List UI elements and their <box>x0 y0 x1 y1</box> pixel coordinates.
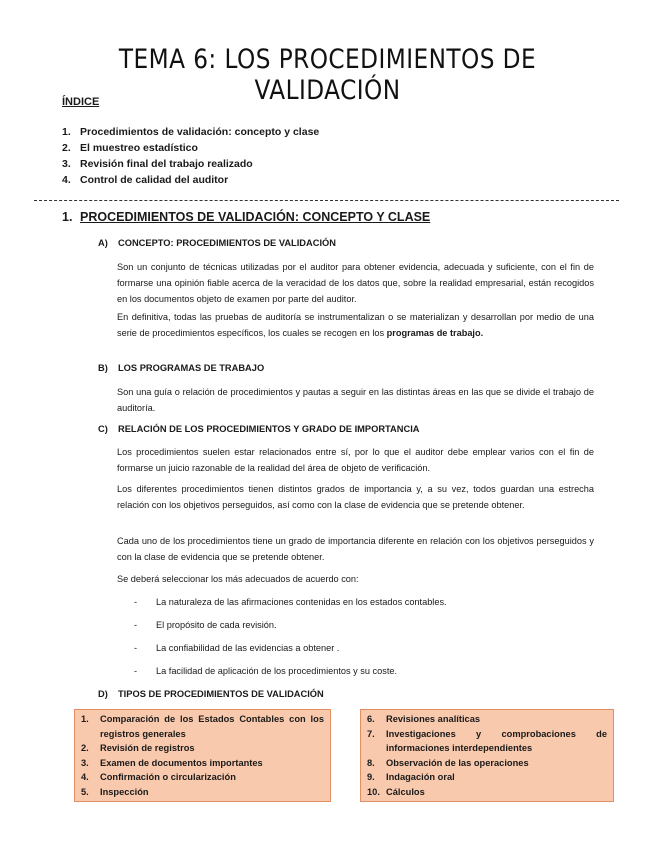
procedure-label: Inspección <box>100 786 149 797</box>
index-heading: ÍNDICE <box>62 96 100 108</box>
procedure-item <box>81 741 324 756</box>
procedure-number: 4. <box>81 772 89 782</box>
procedure-item <box>81 712 324 741</box>
index-item <box>62 124 319 140</box>
index-list <box>62 124 319 188</box>
index-item-number: 4. <box>62 174 71 186</box>
procedure-item <box>81 770 324 785</box>
procedure-item <box>81 756 324 771</box>
procedure-item <box>367 727 607 756</box>
procedure-item <box>367 712 607 727</box>
dashed-divider <box>34 200 619 201</box>
section-title: PROCEDIMIENTOS DE VALIDACIÓN: CONCEPTO Y CLASE <box>80 210 431 224</box>
procedure-label: Examen de documentos importantes <box>100 757 263 768</box>
bullet-dash: - <box>134 643 138 653</box>
subsection-title: CONCEPTO: PROCEDIMIENTOS DE VALIDACIÓN <box>118 238 336 248</box>
bullet-item <box>134 597 447 607</box>
procedure-label: Observación de las operaciones <box>386 757 529 768</box>
index-item-number: 3. <box>62 158 71 170</box>
procedure-label: Revisión de registros <box>100 743 195 753</box>
procedure-number: 8. <box>367 757 375 768</box>
procedure-item <box>367 770 607 785</box>
index-item-label: Revisión final del trabajo realizado <box>80 158 253 170</box>
index-item <box>62 140 319 156</box>
procedure-number: 1. <box>81 714 89 724</box>
procedures-box-left <box>74 709 331 802</box>
bullet-text: La facilidad de aplicación de los procedimientos y su coste. <box>156 666 398 676</box>
subsection-title: RELACIÓN DE LOS PROCEDIMIENTOS Y GRADO DE IMPORTANCIA <box>118 424 420 434</box>
section-heading <box>62 210 430 224</box>
subsection-letter: C) <box>98 424 108 434</box>
paragraph-text: En definitiva, todas las pruebas de auditoría se instrumentalizan o se materializan y desarrollan por medio de una serie de procedimientos específicos, los cuales se recogen en los <box>117 312 594 338</box>
procedure-label: Indagación oral <box>386 772 455 782</box>
bullet-dash: - <box>134 597 138 607</box>
bold-term: programas de trabajo. <box>386 328 484 338</box>
procedures-list <box>81 712 324 799</box>
index-item-label: El muestreo estadístico <box>80 142 198 154</box>
document-title: TEMA 6: LOS PROCEDIMIENTOS DE VALIDACIÓN <box>118 44 537 106</box>
procedure-label: Investigaciones y comprobaciones de informaciones interdependientes <box>386 728 607 753</box>
paragraph <box>117 309 594 341</box>
subsection-title: LOS PROGRAMAS DE TRABAJO <box>118 363 265 373</box>
procedure-label: Comparación de los Estados Contables con los registros generales <box>100 714 324 739</box>
procedure-number: 3. <box>81 757 89 768</box>
index-item-label: Control de calidad del auditor <box>80 174 229 186</box>
bullet-dash: - <box>134 620 138 630</box>
subsection-title: TIPOS DE PROCEDIMIENTOS DE VALIDACIÓN <box>118 689 324 699</box>
bullet-item <box>134 666 397 676</box>
subsection-letter: D) <box>98 689 108 699</box>
procedure-number: 10. <box>367 786 380 797</box>
paragraph: Son una guía o relación de procedimientos y pautas a seguir en las distintas áreas en las que se divide el trabajo de auditoría. <box>117 387 594 413</box>
procedure-item <box>367 756 607 771</box>
procedure-label: Confirmación o circularización <box>100 772 236 782</box>
paragraph: Son un conjunto de técnicas utilizadas por el auditor para obtener evidencia, adecuada y suficiente, con el fin de formarse una opinión fiable acerca de la veracidad de los datos que, sobre la realidad empresarial, están recogidos en los documentos objeto de examen por parte del auditor. <box>117 262 594 304</box>
procedure-item <box>81 785 324 800</box>
section-number: 1. <box>62 210 73 224</box>
paragraph: Los procedimientos suelen estar relacionados entre sí, por lo que el auditor debe emplear varios con el fin de formarse un juicio razonable de la realidad del área de objeto de verificación. <box>117 447 594 473</box>
subsection-letter: A) <box>98 238 108 248</box>
procedure-item <box>367 785 607 800</box>
index-item-number: 2. <box>62 142 71 154</box>
procedure-number: 5. <box>81 786 89 797</box>
bullet-text: La confiabilidad de las evidencias a obtener . <box>156 643 340 653</box>
bullet-item <box>134 620 277 630</box>
procedures-list <box>367 712 607 799</box>
index-item <box>62 156 319 172</box>
subsection-heading-a <box>98 238 336 248</box>
index-item-number: 1. <box>62 126 71 138</box>
procedure-label: Cálculos <box>386 786 425 797</box>
paragraph: Los diferentes procedimientos tienen distintos grados de importancia y, a su vez, todos guardan una estrecha relación con los objetivos perseguidos, así como con la clase de evidencia que se pretende obtener. <box>117 484 594 510</box>
procedure-label: Revisiones analíticas <box>386 714 481 724</box>
bullet-text: La naturaleza de las afirmaciones contenidas en los estados contables. <box>156 597 447 607</box>
procedure-number: 7. <box>367 728 375 739</box>
paragraph: Cada uno de los procedimientos tiene un grado de importancia diferente en relación con los objetivos perseguidos y con la clase de evidencia que se pretende obtener. <box>117 536 594 562</box>
procedure-number: 2. <box>81 743 89 753</box>
bullet-dash: - <box>134 666 138 676</box>
subsection-letter: B) <box>98 363 108 373</box>
bullet-text: El propósito de cada revisión. <box>156 620 277 630</box>
subsection-heading-b <box>98 363 264 373</box>
subsection-heading-d <box>98 689 324 699</box>
index-item-label: Procedimientos de validación: concepto y clase <box>80 126 320 138</box>
paragraph: Se deberá seleccionar los más adecuados de acuerdo con: <box>117 574 359 584</box>
index-item <box>62 172 319 188</box>
procedures-box-right <box>360 709 614 802</box>
subsection-heading-c <box>98 424 420 434</box>
bullet-item <box>134 643 339 653</box>
procedure-number: 9. <box>367 772 375 782</box>
procedure-number: 6. <box>367 714 375 724</box>
